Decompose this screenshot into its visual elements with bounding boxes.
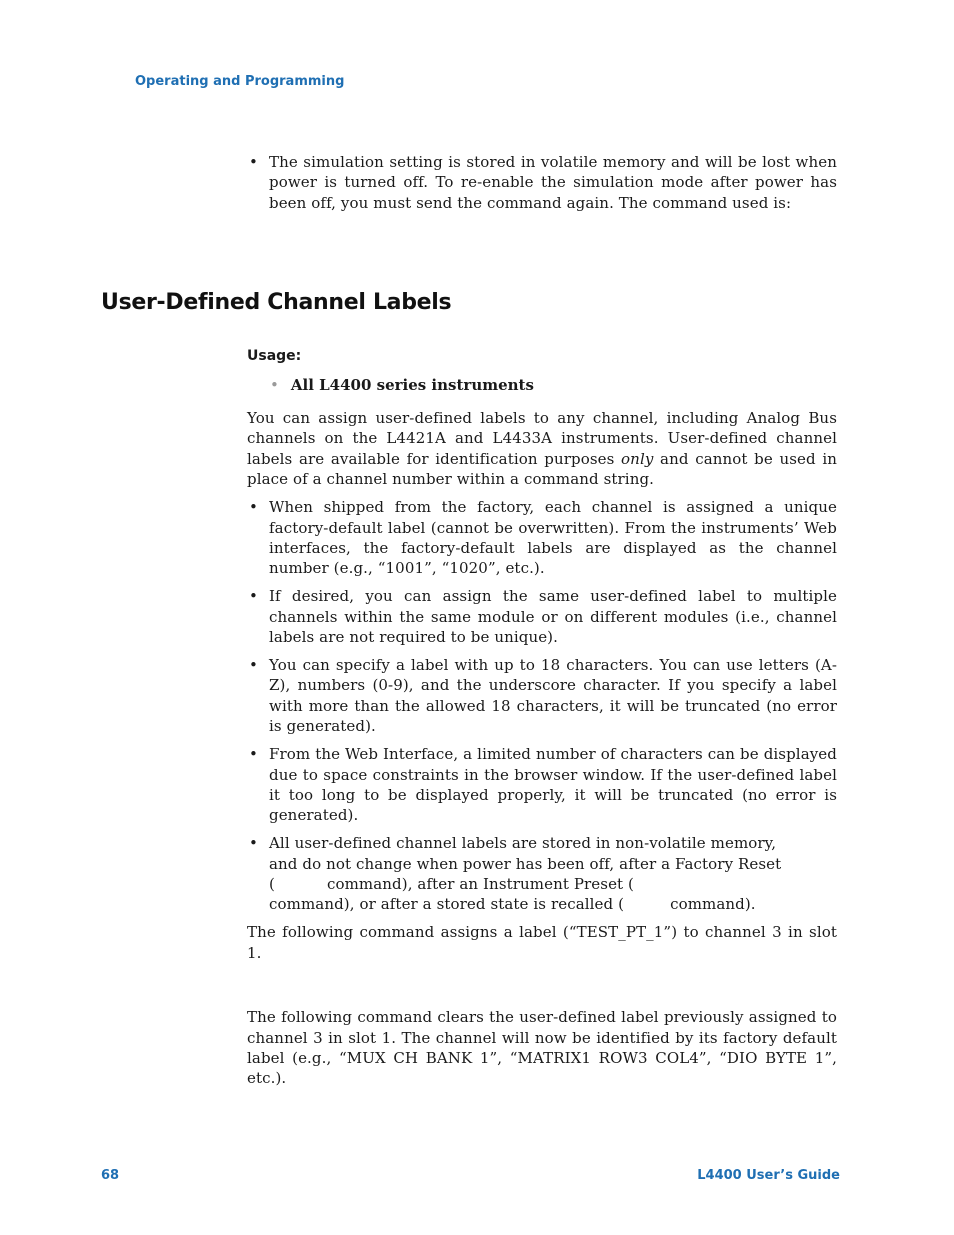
running-head: Operating and Programming <box>135 74 345 89</box>
clear-label-paragraph: The following command clears the user-defined label previously assigned to channel 3 in slot 1. The channel will now be identified by its factory default label (e.g., “MUX CH BANK 1”, “MATRIX1 ROW3 COL4”, “DIO BYTE 1”, etc.). <box>247 1008 837 1088</box>
list-item-text: You can specify a label with up to 18 characters. You can use letters (A-Z), numbers (0-9), and the underscore character. If you specify a label with more than the allowed 18 characters, it will be truncated (no error is generated). <box>269 655 837 736</box>
intro-bullet-block <box>247 152 837 221</box>
list-item-text: From the Web Interface, a limited number of characters can be displayed due to space constraints in the browser window. If the user-defined label it too long to be displayed properly, it will be truncated (no error is generated). <box>269 745 837 825</box>
bullet-icon: • <box>249 587 258 606</box>
bullet-icon: • <box>270 376 279 394</box>
bullet-icon: • <box>249 834 258 853</box>
bullet-icon: • <box>249 655 258 674</box>
list-item-text: ( <box>269 875 275 894</box>
list-item-text: command), or after a stored state is recalled ( <box>269 895 625 914</box>
list-item-text: command). <box>670 895 756 914</box>
list-item <box>247 497 837 579</box>
list-item-text: and do not change when power has been off, after a Factory Reset <box>269 854 782 873</box>
usage-item <box>270 376 534 394</box>
intro-paragraph <box>247 408 837 490</box>
assign-label-paragraph: The following command assigns a label (“TEST_PT_1”) to channel 3 in slot 1. <box>247 923 837 962</box>
list-item <box>247 744 837 826</box>
section-title: User-Defined Channel Labels <box>101 290 452 315</box>
list-item-text: All user-defined channel labels are stored in non-volatile memory, <box>269 834 777 853</box>
bullet-icon: • <box>249 498 258 517</box>
list-item-text: If desired, you can assign the same user-defined label to multiple channels within the same module or on different modules (i.e., channel labels are not required to be unique). <box>269 587 837 647</box>
list-item <box>247 152 837 213</box>
list-item-text: When shipped from the factory, each channel is assigned a unique factory-default label (cannot be overwritten). From the instruments’ Web interfaces, the factory-default labels are displayed as the channel number (e.g., “1001”, “1020”, etc.). <box>269 498 837 578</box>
label-rules-list <box>247 497 837 915</box>
paragraph-text: You can assign user-defined labels to any channel, including Analog Bus channels on the L4421A and L4433A instruments. User-defined channel labels are available for identification purposes <box>247 409 837 468</box>
paragraph-text: and cannot be used in place of a channel number within a command string. <box>247 449 837 489</box>
list-item <box>247 655 837 737</box>
guide-title: L4400 User’s Guide <box>697 1168 840 1183</box>
bullet-icon: • <box>249 153 258 171</box>
emphasis-text: only <box>621 449 654 468</box>
page-number: 68 <box>101 1168 120 1183</box>
list-item <box>247 833 837 915</box>
usage-item-text: All L4400 series instruments <box>290 376 534 394</box>
main-content <box>247 408 837 1089</box>
usage-label: Usage: <box>247 348 302 364</box>
list-item-text: command), after an Instrument Preset ( <box>326 875 634 894</box>
list-item <box>247 586 837 647</box>
intro-bullet-text: The simulation setting is stored in volatile memory and will be lost when power is turned off. To re-enable the simulation mode after power has been off, you must send the command again. The command used is: <box>269 153 837 212</box>
bullet-icon: • <box>249 745 258 764</box>
